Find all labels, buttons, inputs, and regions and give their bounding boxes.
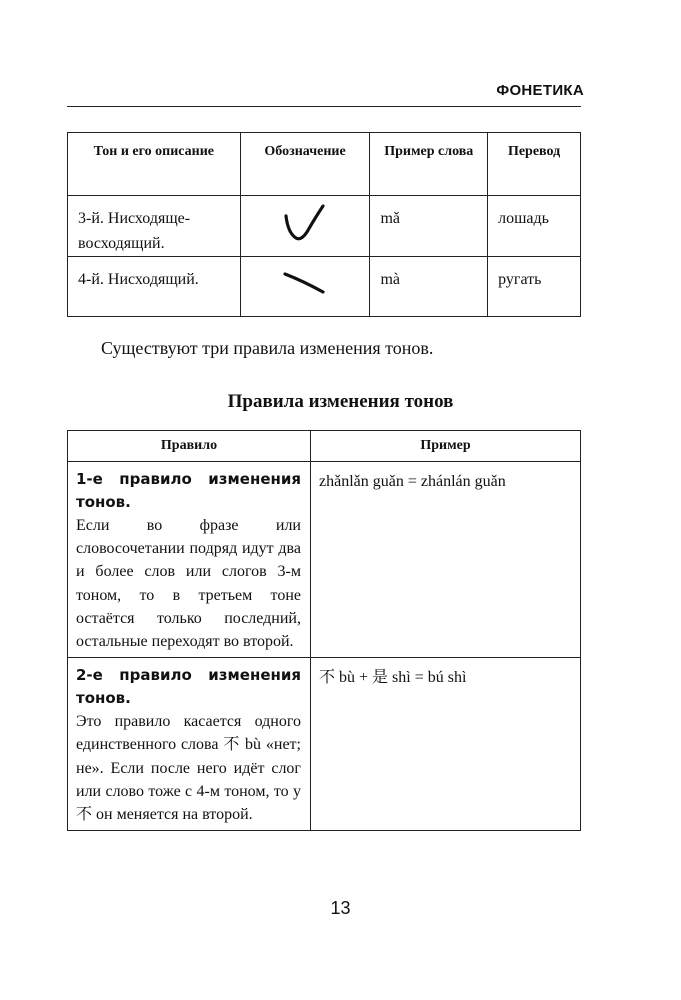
rule-example: 不 bù + 是 shì = bú shì xyxy=(311,658,581,831)
tone-example: mà xyxy=(370,257,488,317)
rules-table xyxy=(67,430,581,831)
column-header-mark: Обозначение xyxy=(240,133,370,196)
rule-text: Это правило касается одного единственного слова 不 bù «нет; не». Если после него идёт слог или слово тоже с 4-м тоном, то у 不 он меняется на второй. xyxy=(76,713,301,824)
tone-example: mǎ xyxy=(370,196,488,257)
rule-heading: 2-е правило изменения тонов. xyxy=(76,666,301,708)
column-header-translation: Перевод xyxy=(488,133,581,196)
dipping-tone-mark-icon xyxy=(241,196,371,256)
tone-table xyxy=(67,132,581,317)
tone-mark-cell xyxy=(240,196,370,257)
tone-description: 3-й. Нисходяще-восходящий. xyxy=(68,196,241,257)
column-header-rule: Правило xyxy=(68,431,311,462)
tone-mark-cell xyxy=(240,257,370,317)
tone-table-header-row xyxy=(68,133,581,196)
rules-table-header-row xyxy=(68,431,581,462)
rule-cell xyxy=(68,462,311,658)
column-header-example: Пример слова xyxy=(370,133,488,196)
rule-text: Если во фразе или словосочетании подряд идут два и более слов или слогов 3-м тоном, то в третьем тоне остаётся только последний, остальные переходят во второй. xyxy=(76,517,301,651)
rule-example: zhǎnlǎn guǎn = zhánlán guǎn xyxy=(311,462,581,658)
section-title: Правила изменения тонов xyxy=(227,391,454,412)
falling-tone-mark-icon xyxy=(241,257,371,315)
column-header-example: Пример xyxy=(311,431,581,462)
rule-cell xyxy=(68,658,311,831)
tone-translation: лошадь xyxy=(488,196,581,257)
table-row xyxy=(68,658,581,831)
body-paragraph: Существуют три правила изменения тонов. xyxy=(101,338,434,358)
table-row xyxy=(68,196,581,257)
table-row xyxy=(68,257,581,317)
tone-description: 4-й. Нисходящий. xyxy=(68,257,241,317)
tone-translation: ругать xyxy=(488,257,581,317)
column-header-tone: Тон и его описание xyxy=(68,133,241,196)
table-row xyxy=(68,462,581,658)
header-rule xyxy=(67,106,581,107)
running-head: ФОНЕТИКА xyxy=(496,82,584,99)
page-number: 13 xyxy=(330,898,351,918)
rule-heading: 1-е правило изменения тонов. xyxy=(76,470,301,511)
